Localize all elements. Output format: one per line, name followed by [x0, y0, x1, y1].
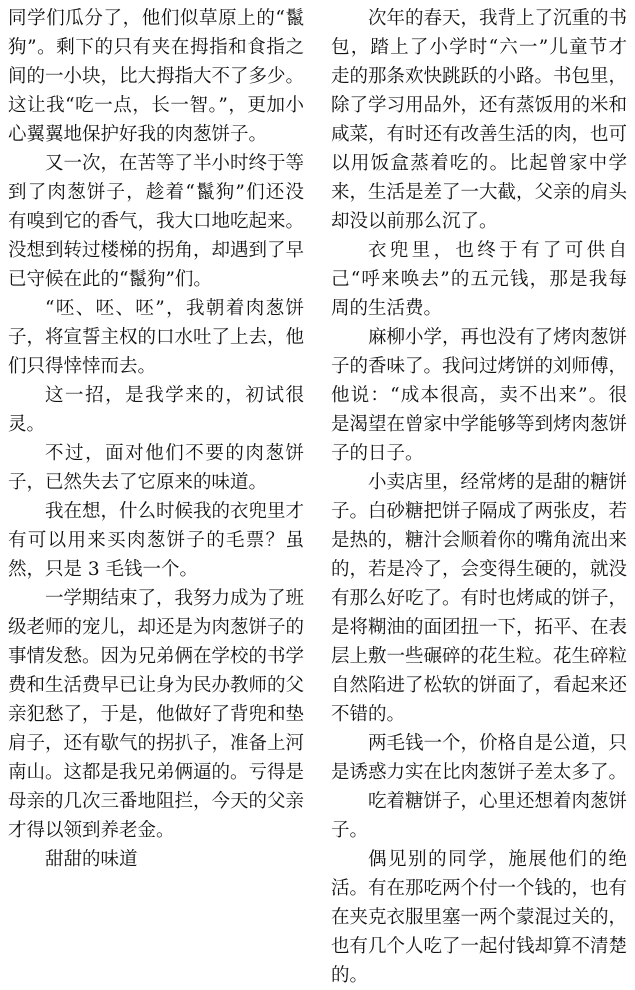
paragraph: 我在想，什么时候我的衣兜里才有可以用来买肉葱饼子的毛票？虽然，只是 3 毛钱一个。	[8, 501, 305, 580]
paragraph: 一学期结束了，我努力成为了班级老师的宠儿，却还是为肉葱饼子的事情发愁。因为兄弟俩在学校的书学费和生活费早已让身为民办教师的父亲犯愁了，于是，他做好了背兜和垫肩子，还有歇气的拐扒子，准备上河南山。这都是我兄弟俩逼的。亏得是母亲的几次三番地阻拦，今天的父亲才得以领到养老金。	[8, 588, 305, 841]
paragraph: 偶见别的同学，施展他们的绝活。有在那吃两个付一个钱的，也有在夹克衣服里塞一两个蒙混过关的，也有几个人吃了一起付钱却算不清楚的。	[331, 849, 628, 986]
paragraph: “呸、呸、呸”，我朝着肉葱饼子，将宣誓主权的口水吐了上去，他们只得悻悻而去。	[8, 298, 305, 377]
paragraph: 衣兜里，也终于有了可供自己“呼来唤去”的五元钱，那是我每周的生活费。	[331, 240, 627, 319]
paragraph: 吃着糖饼子，心里还想着肉葱饼子。	[331, 791, 628, 841]
section-heading: 甜甜的味道	[45, 849, 138, 870]
left-column	[8, 4, 305, 870]
paragraph: 次年的春天，我背上了沉重的书包，踏上了小学时“六一”儿童节才走的那条欢快跳跃的小路。书包里，除了学习用品外，还有蒸饭用的米和咸菜，有时还有改善生活的肉，也可以用饭盒蒸着吃的。比起曾家中学来，生活是差了一大截，父亲的肩头却没以前那么沉了。	[331, 8, 628, 232]
paragraph: 两毛钱一个，价格自是公道，只是诱惑力实在比肉葱饼子差太多了。	[331, 733, 628, 783]
paragraph: 麻柳小学，再也没有了烤肉葱饼子的香味了。我问过烤饼的刘师傅，他说：“成本很高，卖不出来”。很是渴望在曾家中学能够等到烤肉葱饼子的日子。	[331, 327, 628, 464]
right-column	[331, 4, 628, 986]
paragraph: 这一招，是我学来的，初试很灵。	[8, 385, 304, 435]
paragraph: 同学们瓜分了，他们似草原上的“鬣狗”。剩下的只有夹在拇指和食指之间的一小块，比大拇指大不了多少。这让我“吃一点，长一智。”，更加小心翼翼地保护好我的肉葱饼子。	[8, 8, 305, 145]
paragraph: 又一次，在苦等了半小时终于等到了肉葱饼子，趁着“鬣狗”们还没有嗅到它的香气，我大口地吃起来。没想到转过楼梯的拐角，却遇到了早已守候在此的“鬣狗”们。	[8, 153, 305, 290]
paragraph: 小卖店里，经常烤的是甜的糖饼子。白砂糖把饼子隔成了两张皮，若是热的，糖汁会顺着你的嘴角流出来的，若是冷了，会变得生硬的，就没有那么好吃了。有时也烤咸的饼子，是将糊油的面团扭一下，拓平、在表层上敷一些碾碎的花生粒。花生碎粒自然陷进了松软的饼面了，看起来还不错的。	[331, 472, 628, 725]
paragraph: 不过，面对他们不要的肉葱饼子，已然失去了它原来的味道。	[8, 443, 304, 493]
